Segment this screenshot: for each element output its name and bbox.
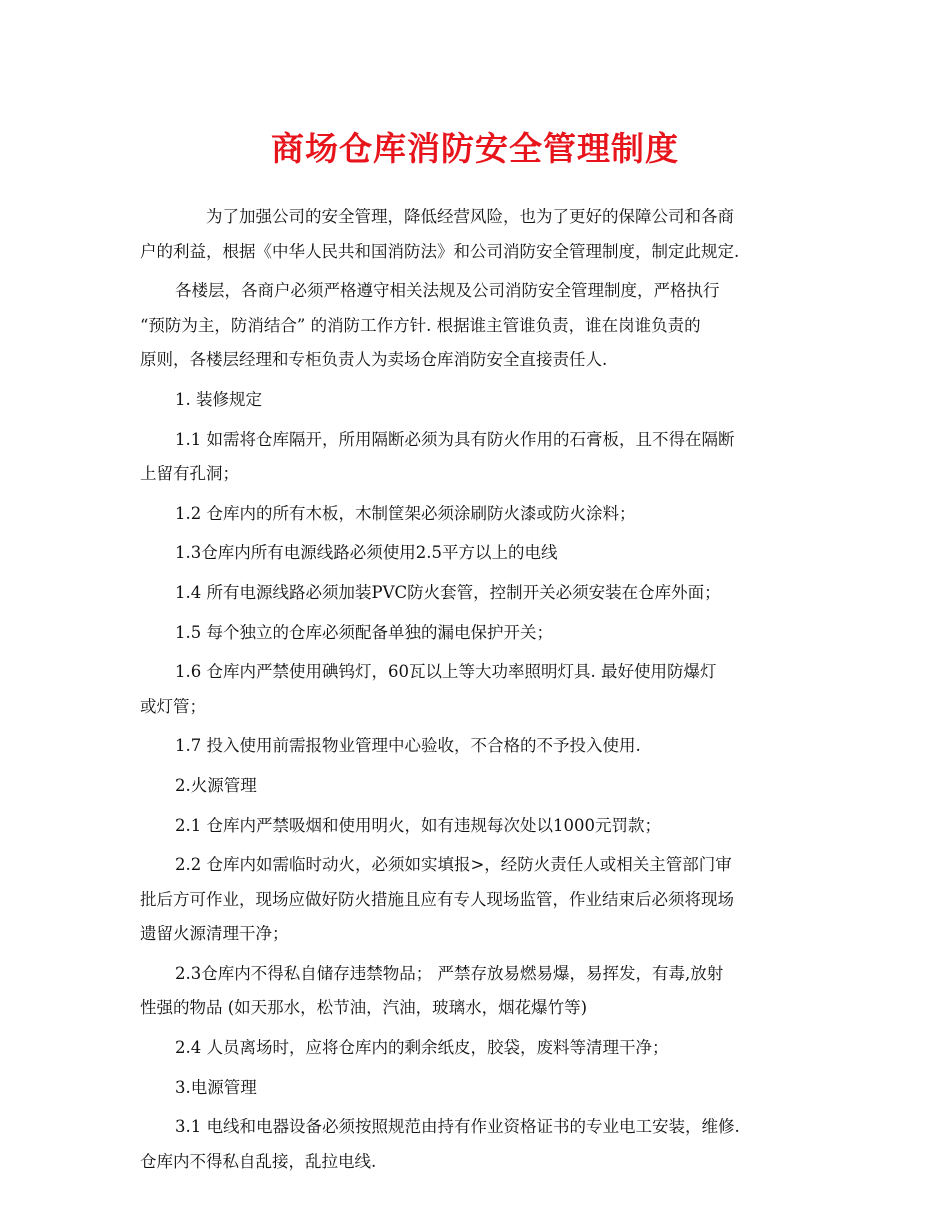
clause-item (140, 848, 820, 952)
paragraph-line: 户的利益，根据《中华人民共和国消防法》和公司消防安全管理制度，制定此规定. (140, 241, 740, 261)
paragraph-line: 2.4 人员离场时，应将仓库内的剩余纸皮，胶袋，废料等清理干净； (175, 1038, 669, 1058)
paragraph-responsibility (140, 274, 820, 378)
document-title: 商场仓库消防安全管理制度 (271, 129, 679, 168)
clause-item (140, 423, 820, 492)
paragraph-line: 2.2 仓库内如需临时动火，必须如实填报>，经防火责任人或相关主管部门审 (175, 855, 732, 875)
clause-item (140, 536, 820, 571)
paragraph-line: 3.电源管理 (175, 1077, 257, 1097)
section-heading (140, 383, 820, 418)
paragraph-line: 1. 装修规定 (175, 389, 262, 409)
clause-item (140, 616, 820, 651)
section-heading (140, 1071, 820, 1106)
section-heading (140, 769, 820, 804)
paragraph-line: 2.3仓库内不得私自储存违禁物品； 严禁存放易燃易爆，易挥发，有毒,放射 (175, 963, 724, 983)
paragraph-line: 1.6 仓库内严禁使用碘钨灯，60瓦以上等大功率照明灯具. 最好使用防爆灯 (175, 662, 717, 682)
clause-item (140, 576, 820, 611)
paragraph-line: 2.火源管理 (175, 775, 257, 795)
paragraph-line: 1.5 每个独立的仓库必须配备单独的漏电保护开关； (175, 622, 553, 642)
paragraph-line: 各楼层，各商户必须严格遵守相关法规及公司消防安全管理制度，严格执行 (175, 281, 720, 301)
paragraph-line: 1.7 投入使用前需报物业管理中心验收，不合格的不予投入使用. (175, 736, 641, 756)
clause-item (140, 957, 820, 1026)
paragraph-line: 批后方可作业，现场应做好防火措施且应有专人现场监管，作业结束后必须将现场 (140, 889, 734, 909)
paragraph-line: 原则，各楼层经理和专柜负责人为卖场仓库消防安全直接责任人. (140, 350, 608, 370)
clause-item (140, 497, 820, 532)
clause-item (140, 729, 820, 764)
paragraph-line: 性强的物品 (如天那水，松节油，汽油，玻璃水，烟花爆竹等) (140, 998, 588, 1018)
clause-item (140, 1031, 820, 1066)
paragraph-line: 上留有孔洞； (140, 464, 239, 484)
paragraph-line: 1.1 如需将仓库隔开，所用隔断必须为具有防火作用的石膏板，且不得在隔断 (175, 429, 735, 449)
paragraph-line: 或灯管； (140, 696, 206, 716)
paragraph-line: 遗留火源清理干净； (140, 924, 289, 944)
paragraph-line: 为了加强公司的安全管理，降低经营风险，也为了更好的保障公司和各商 (206, 207, 734, 226)
clause-item (140, 655, 820, 724)
paragraph-line: 1.3仓库内所有电源线路必须使用2.5平方以上的电线 (175, 543, 558, 563)
paragraph-line: 1.4 所有电源线路必须加装PVC防火套管，控制开关必须安装在仓库外面； (175, 582, 721, 602)
paragraph-line: 1.2 仓库内的所有木板，木制筐架必须涂刷防火漆或防火涂料； (175, 503, 636, 523)
paragraph-line: 3.1 电线和电器设备必须按照规范由持有作业资格证书的专业电工安装，维修. (175, 1117, 740, 1137)
paragraph-line: “预防为主，防消结合” 的消防工作方针. 根据谁主管谁负责，谁在岗谁负责的 (140, 315, 701, 335)
paragraph-line: 仓库内不得私自乱接，乱拉电线. (140, 1151, 377, 1171)
paragraph-line: 2.1 仓库内严禁吸烟和使用明火，如有违规每次处以1000元罚款； (175, 815, 661, 835)
document-body (140, 200, 820, 1184)
paragraph-intro (140, 200, 820, 269)
clause-item (140, 1110, 820, 1179)
clause-item (140, 809, 820, 844)
